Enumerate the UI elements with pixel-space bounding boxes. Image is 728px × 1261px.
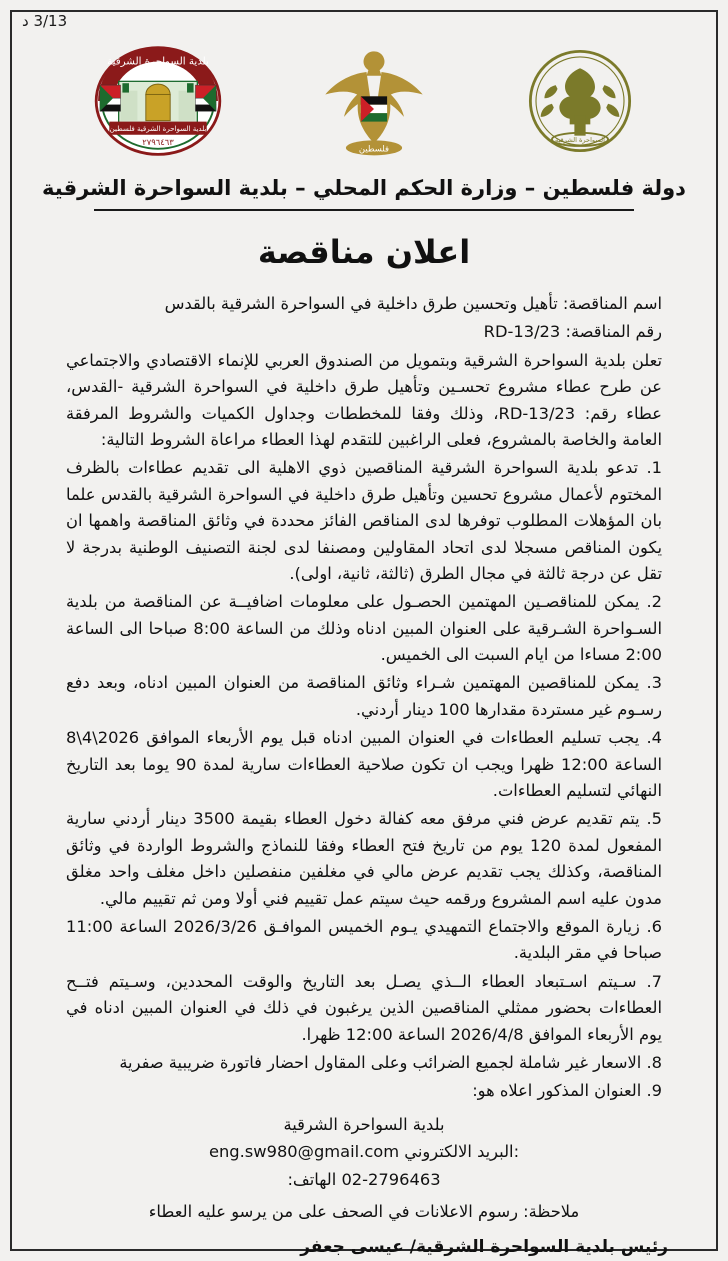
signature-line: رئيس بلدية السواحرة الشرقية/ عيسى جعفر [300,1236,668,1257]
tender-clause-6: 6. زيارة الموقع والاجتماع التمهيدي يـوم الخميس الموافـق 2026/3/26 الساعة 11:00 صباحا في مقر البلدية. [66,916,662,963]
document-body [42,291,686,1105]
contact-email-line [42,1138,686,1166]
tender-clause-1: 1. تدعو بلدية السواحرة الشرقية المناقصين ذوي الاهلية الى تقديم عطاءات بالظرف المختوم لأعمال مشروع تحسين وتأهيل طرق داخلية في السواحرة الشرقية بالقدس علما بان المؤهلات المطلوب توفرها لدى المناقص الفائز محددة في وثائق المناقصة واهمها ان يكون المناقص مسجلا لدى اتحاد المقاولين ومصنفا لدى لجنة التصنيف الوطنية بدرجة لا تقل عن درجة ثالثة في مجال الطرق (ثالثة، ثانية، اولى). [66,458,662,583]
contact-block [42,1111,686,1194]
svg-text:السواحرة الشرقية: السواحرة الشرقية [555,136,605,145]
svg-text:بلدية السواحرة الشرقية: بلدية السواحرة الشرقية [107,55,209,68]
contact-entity: بلدية السواحرة الشرقية [283,1114,445,1134]
tender-number-line: رقم المناقصة: RD-13/23 [483,322,662,342]
tender-clause-8: 8. الاسعار غير شاملة لجميع الضرائب وعلى المقاول احضار فاتورة ضريبية صفرية [119,1052,662,1072]
svg-text:بلدية السواحرة الشرقية فلسطين: بلدية السواحرة الشرقية فلسطين [109,123,207,133]
page-content [16,14,712,1257]
tender-name-line: اسم المناقصة: تأهيل وتحسين طرق داخلية في السواحرة الشرقية بالقدس [164,294,662,313]
logos-row [42,24,686,170]
svg-text:فلسطين: فلسطين [358,143,390,154]
municipality-seal-icon [92,42,224,160]
advertisement-note: ملاحظة: رسوم الاعلانات في الصحف على من يرسو عليه العطاء [148,1201,580,1221]
contact-phone-line [42,1166,686,1194]
tender-clause-5: 5. يتم تقديم عرض فني مرفق معه كفالة دخول العطاء بقيمة 3500 دينار أردني سارية المفعول لمدة 120 يوم من تاريخ فتح العطاء وفقا للنماذج والشروط الواردة في وثائق المناقصة، وكذلك يجب تقديم عرض مالي في مغلفين منفصلين داخل مغلف واحد مغلق مدون عليه اسم المشروع ورقمه حيث سيتم عمل تقييم فني أولا ومن ثم تقييم مالي. [66,809,663,908]
palestine-eagle-icon [314,42,434,160]
svg-text:٢٧٩٦٤٦٣: ٢٧٩٦٤٦٣ [142,137,174,148]
tender-intro: تعلن بلدية السواحرة الشرقية وبتمويل من الصندوق العربي للإنماء الاقتصادي والاجتماعي عن طرح عطاء مشروع تحسـين وتأهيل طرق داخلية في السواحرة الشرقية -القدس، عطاء رقم: RD-13/23، وذلك وفقا للمخططات وجداول الكميات والشروط المرفقة العامة والخاصة بالمشروع، فعلى الراغبين للتقدم لهذا العطاء مراعاة الشروط التالية: [66,350,662,449]
organization-line: دولة فلسطين – وزارة الحكم المحلي – بلدية السواحرة الشرقية [42,176,686,200]
contact-phone-label: الهاتف: [287,1170,337,1190]
contact-email-value: eng.sw980@gmail.com [208,1142,400,1162]
contact-phone-value: 02-2796463 [341,1170,441,1190]
tender-clause-4: 4. يجب تسليم العطاءات في العنوان المبين ادناه قبل يوم الأربعاء الموافق 2026\4\8 الساعة 12:00 ظهرا ويجب ان تكون صلاحية العطاءات سارية لمدة 90 يوما بعد التاريخ النهائي لتسليم العطاءات. [66,728,663,801]
municipality-seal-logo [92,42,224,164]
contact-email-label: البريد الالكتروني: [404,1142,520,1162]
olive-tree-icon [524,42,636,160]
page-number: 3/13 د [22,12,68,30]
tender-clause-2: 2. يمكن للمناقصـين المهتمين الحصـول على معلومات اضافيــة عن المناقصة من بلدية السـواحرة الشـرقية على العنوان المبين ادناه وذلك من الساعة 8:00 صباحا الى الساعة 2:00 مساءا من ايام السبت الى الخميس. [66,592,663,665]
header-divider [94,209,635,211]
palestine-emblem-logo [314,42,434,164]
olive-tree-emblem-logo [524,42,636,164]
tender-clause-3: 3. يمكن للمناقصين المهتمين شـراء وثائق المناقصة من العنوان المبين ادناه، وبعد دفع رسـوم غير مستردة مقدارها 100 دينار أردني. [66,673,662,719]
tender-clause-7: 7. سـيتم اسـتبعاد العطاء الــذي يصـل بعد التاريخ والوقت المحددين، وسـيتم فتــح العطاءات بحضور ممثلي المناقصين الذين يرغبون في ذلك في العنوان المبين ادناه في يوم الأربعاء الموافق 2026/4/8 الساعة 12:00 ظهرا. [66,971,662,1044]
tender-clause-9: 9. العنوان المذكور اعلاه هو: [472,1081,662,1101]
document-title: اعلان مناقصة [257,233,471,271]
